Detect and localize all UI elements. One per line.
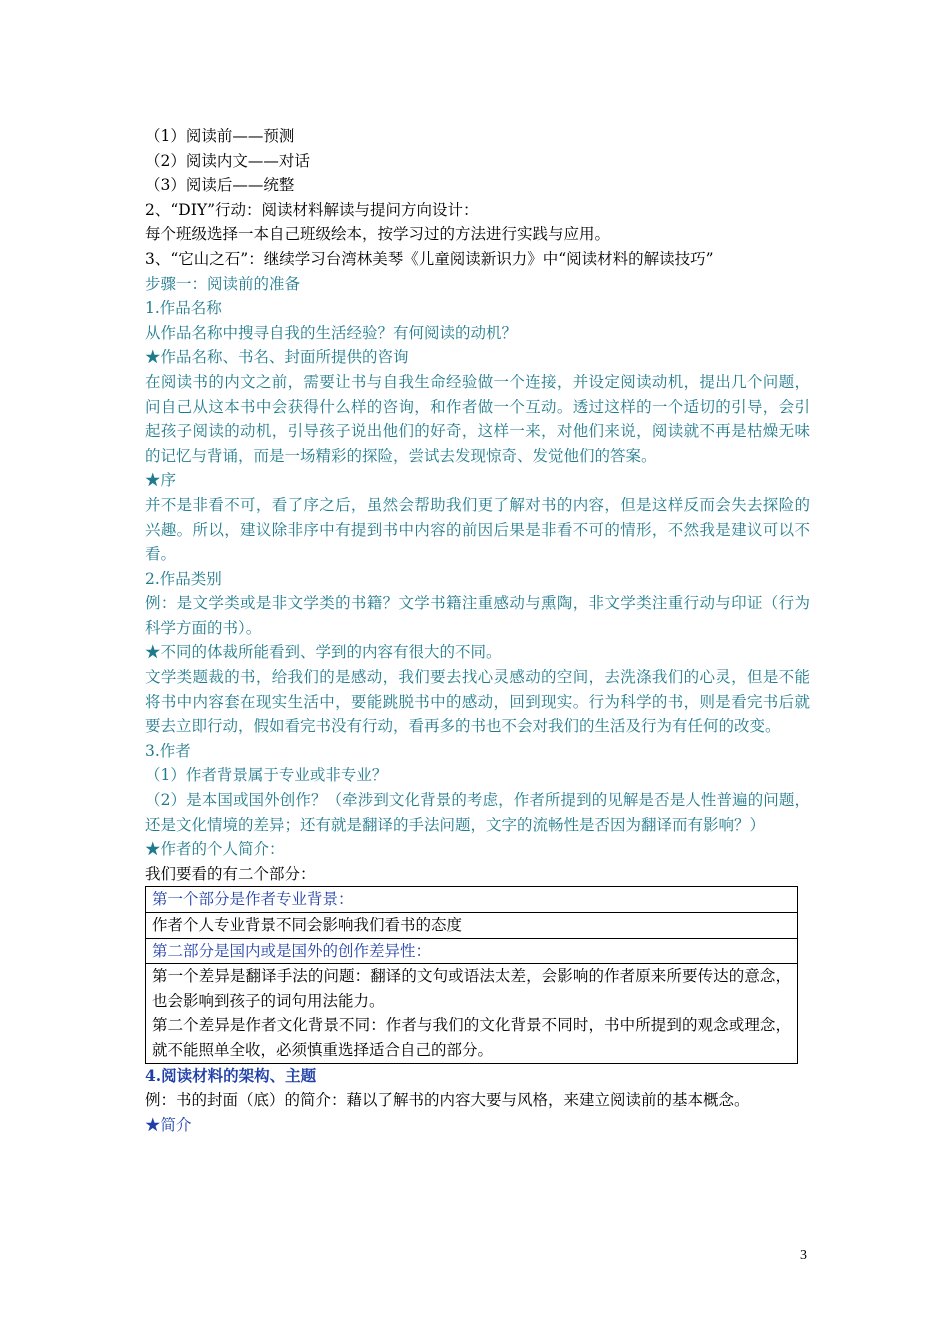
table-cell-text: 第一个差异是翻译手法的问题：翻译的文句或语法太差，会影响的作者原来所要传达的意念，也会影响到孩子的词句用法能力。 xyxy=(152,967,791,1010)
diy-heading: 2、“DIY”行动：阅读材料解读与提问方向设计： xyxy=(145,200,479,219)
table-row: 第二部分是国内或是国外的创作差异性： xyxy=(146,938,798,964)
step-item: （1）阅读前——预测 xyxy=(145,127,295,145)
step-item: （2）阅读内文——对话 xyxy=(145,151,310,170)
stone-heading: 3、“它山之石”：继续学习台湾林美琴《儿童阅读新识力》中“阅读材料的解读技巧” xyxy=(145,249,714,268)
section4-example: 例：书的封面（底）的简介：藉以了解书的内容大要与风格，来建立阅读前的基本概念。 xyxy=(145,1091,750,1110)
section1-star: ★作品名称、书名、封面所提供的咨询 xyxy=(145,348,409,367)
section1-question: 从作品名称中搜寻自我的生活经验？有何阅读的动机？ xyxy=(145,323,518,342)
section2-paragraph: 文学类题裁的书，给我们的是感动，我们要去找心灵感动的空间，去洗涤我们的心灵，但是不能将书中内容套在现实生活中，要能跳脱书中的感动，回到现实。行为科学的书，则是看完书后就要去立即行动，假如看完书没有行动，看再多的书也不会对我们的生活及行为有任何的改变。 xyxy=(145,668,810,736)
table-row: 作者个人专业背景不同会影响我们看书的态度 xyxy=(146,913,798,939)
section2-star: ★不同的体裁所能看到、学到的内容有很大的不同。 xyxy=(145,643,502,662)
preface-star: ★序 xyxy=(145,471,177,490)
section3-star: ★作者的个人简介： xyxy=(145,840,285,859)
section2-title: 2.作品类别 xyxy=(145,569,222,588)
section3-intro: 我们要看的有二个部分： xyxy=(145,864,316,883)
section3-question1: （1）作者背景属于专业或非专业？ xyxy=(145,766,388,785)
section1-paragraph: 在阅读书的内文之前，需要让书与自我生命经验做一个连接，并设定阅读动机，提出几个问题，问自己从这本书中会获得什么样的咨询，和作者做一个互动。透过这样的一个适切的引导，会引起孩子阅读的动机，引导孩子说出他们的好奇，这样一来，对他们来说，阅读就不再是枯燥无味的记忆与背诵，而是一场精彩的探险，尝试去发现惊奇、发觉他们的答案。 xyxy=(145,372,810,465)
step1-heading: 步骤一：阅读前的准备 xyxy=(145,274,301,293)
section2-example: 例：是文学类或是非文学类的书籍？文学书籍注重感动与熏陶，非文学类注重行动与印证（行为科学方面的书）。 xyxy=(145,594,810,637)
section3-question2: （2）是本国或国外创作？（牵涉到文化背景的考虑，作者所提到的见解是否是人性普遍的问题，还是文化情境的差异；还有就是翻译的手法问题，文字的流畅性是否因为翻译而有影响？） xyxy=(145,791,810,834)
step-item: （3）阅读后——统整 xyxy=(145,176,295,195)
author-table xyxy=(145,886,798,1063)
table-row xyxy=(146,964,798,1063)
page-number: 3 xyxy=(800,1248,807,1263)
diy-text: 每个班级选择一本自己班级绘本，按学习过的方法进行实践与应用。 xyxy=(145,225,611,244)
section4-star: ★简介 xyxy=(145,1115,192,1134)
section4-title: 4.阅读材料的架构、主题 xyxy=(145,1065,317,1085)
document-body xyxy=(145,124,810,1137)
table-row: 第一个部分是作者专业背景： xyxy=(146,887,798,913)
preface-paragraph: 并不是非看不可，看了序之后，虽然会帮助我们更了解对书的内容，但是这样反而会失去探险的兴趣。所以，建议除非序中有提到书中内容的前因后果是非看不可的情形，不然我是建议可以不看。 xyxy=(145,495,810,564)
section1-title: 1.作品名称 xyxy=(145,299,222,318)
section3-title: 3.作者 xyxy=(145,741,191,760)
table-cell-text: 第二个差异是作者文化背景不同：作者与我们的文化背景不同时，书中所提到的观念或理念，就不能照单全收，必须慎重选择适合自己的部分。 xyxy=(152,1016,791,1059)
